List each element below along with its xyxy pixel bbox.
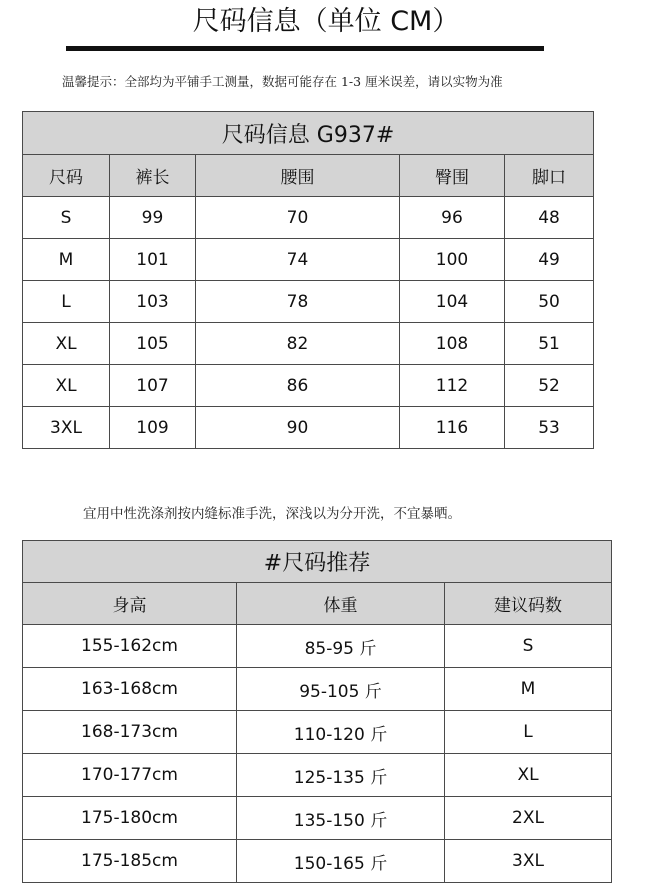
table-cell: 49 [505, 239, 594, 281]
table-cell: 100 [400, 239, 505, 281]
column-header: 臀围 [400, 155, 505, 197]
table-row [23, 239, 594, 281]
table-cell: 168-173cm [23, 711, 237, 754]
table-cell: 150-165 斤 [237, 840, 445, 883]
table-cell: 86 [196, 365, 400, 407]
table-cell: L [23, 281, 110, 323]
rec-table-header-row [23, 583, 612, 625]
title-underline [66, 46, 544, 51]
table-cell: M [23, 239, 110, 281]
table-cell: 163-168cm [23, 668, 237, 711]
table-cell: 50 [505, 281, 594, 323]
column-header: 腰围 [196, 155, 400, 197]
table-cell: 125-135 斤 [237, 754, 445, 797]
column-header: 脚口 [505, 155, 594, 197]
table-row [23, 407, 594, 449]
table-cell: XL [23, 323, 110, 365]
table-row [23, 625, 612, 668]
table-row [23, 323, 594, 365]
table-cell: XL [23, 365, 110, 407]
table-row [23, 281, 594, 323]
table-cell: 95-105 斤 [237, 668, 445, 711]
column-header: 建议码数 [445, 583, 612, 625]
table-cell: 107 [110, 365, 196, 407]
rec-table-caption: #尺码推荐 [23, 541, 612, 583]
table-cell: 155-162cm [23, 625, 237, 668]
table-cell: 82 [196, 323, 400, 365]
table-cell: M [445, 668, 612, 711]
page-title: 尺码信息（单位 CM） [192, 6, 460, 37]
table-cell: 99 [110, 197, 196, 239]
size-table-header-row [23, 155, 594, 197]
table-cell: 103 [110, 281, 196, 323]
table-row [23, 840, 612, 883]
table-cell: 78 [196, 281, 400, 323]
table-cell: 110-120 斤 [237, 711, 445, 754]
size-table-caption: 尺码信息 G937# [23, 112, 594, 155]
table-row [23, 197, 594, 239]
table-cell: 135-150 斤 [237, 797, 445, 840]
table-cell: 175-180cm [23, 797, 237, 840]
table-cell: 48 [505, 197, 594, 239]
table-cell: 53 [505, 407, 594, 449]
table-row [23, 754, 612, 797]
table-cell: 105 [110, 323, 196, 365]
column-header: 尺码 [23, 155, 110, 197]
table-cell: 70 [196, 197, 400, 239]
table-cell: XL [445, 754, 612, 797]
table-cell: 108 [400, 323, 505, 365]
table-cell: 109 [110, 407, 196, 449]
column-header: 体重 [237, 583, 445, 625]
size-recommendation-table [22, 540, 612, 883]
table-cell: 3XL [445, 840, 612, 883]
table-row [23, 668, 612, 711]
table-cell: 51 [505, 323, 594, 365]
size-info-table [22, 111, 594, 449]
table-cell: 52 [505, 365, 594, 407]
column-header: 身高 [23, 583, 237, 625]
column-header: 裤长 [110, 155, 196, 197]
table-cell: 74 [196, 239, 400, 281]
table-cell: 170-177cm [23, 754, 237, 797]
table-cell: S [445, 625, 612, 668]
table-row [23, 711, 612, 754]
table-cell: L [445, 711, 612, 754]
table-row [23, 365, 594, 407]
table-cell: S [23, 197, 110, 239]
table-row [23, 797, 612, 840]
table-cell: 96 [400, 197, 505, 239]
measurement-tip: 温馨提示：全部均为平铺手工测量，数据可能存在 1-3 厘米误差，请以实物为准 [62, 74, 503, 89]
table-cell: 104 [400, 281, 505, 323]
wash-instructions: 宜用中性洗涤剂按内缝标准手洗，深浅以为分开洗，不宜暴晒。 [83, 506, 461, 522]
table-cell: 116 [400, 407, 505, 449]
table-cell: 90 [196, 407, 400, 449]
table-cell: 175-185cm [23, 840, 237, 883]
table-cell: 101 [110, 239, 196, 281]
table-cell: 112 [400, 365, 505, 407]
table-cell: 85-95 斤 [237, 625, 445, 668]
table-cell: 3XL [23, 407, 110, 449]
table-cell: 2XL [445, 797, 612, 840]
